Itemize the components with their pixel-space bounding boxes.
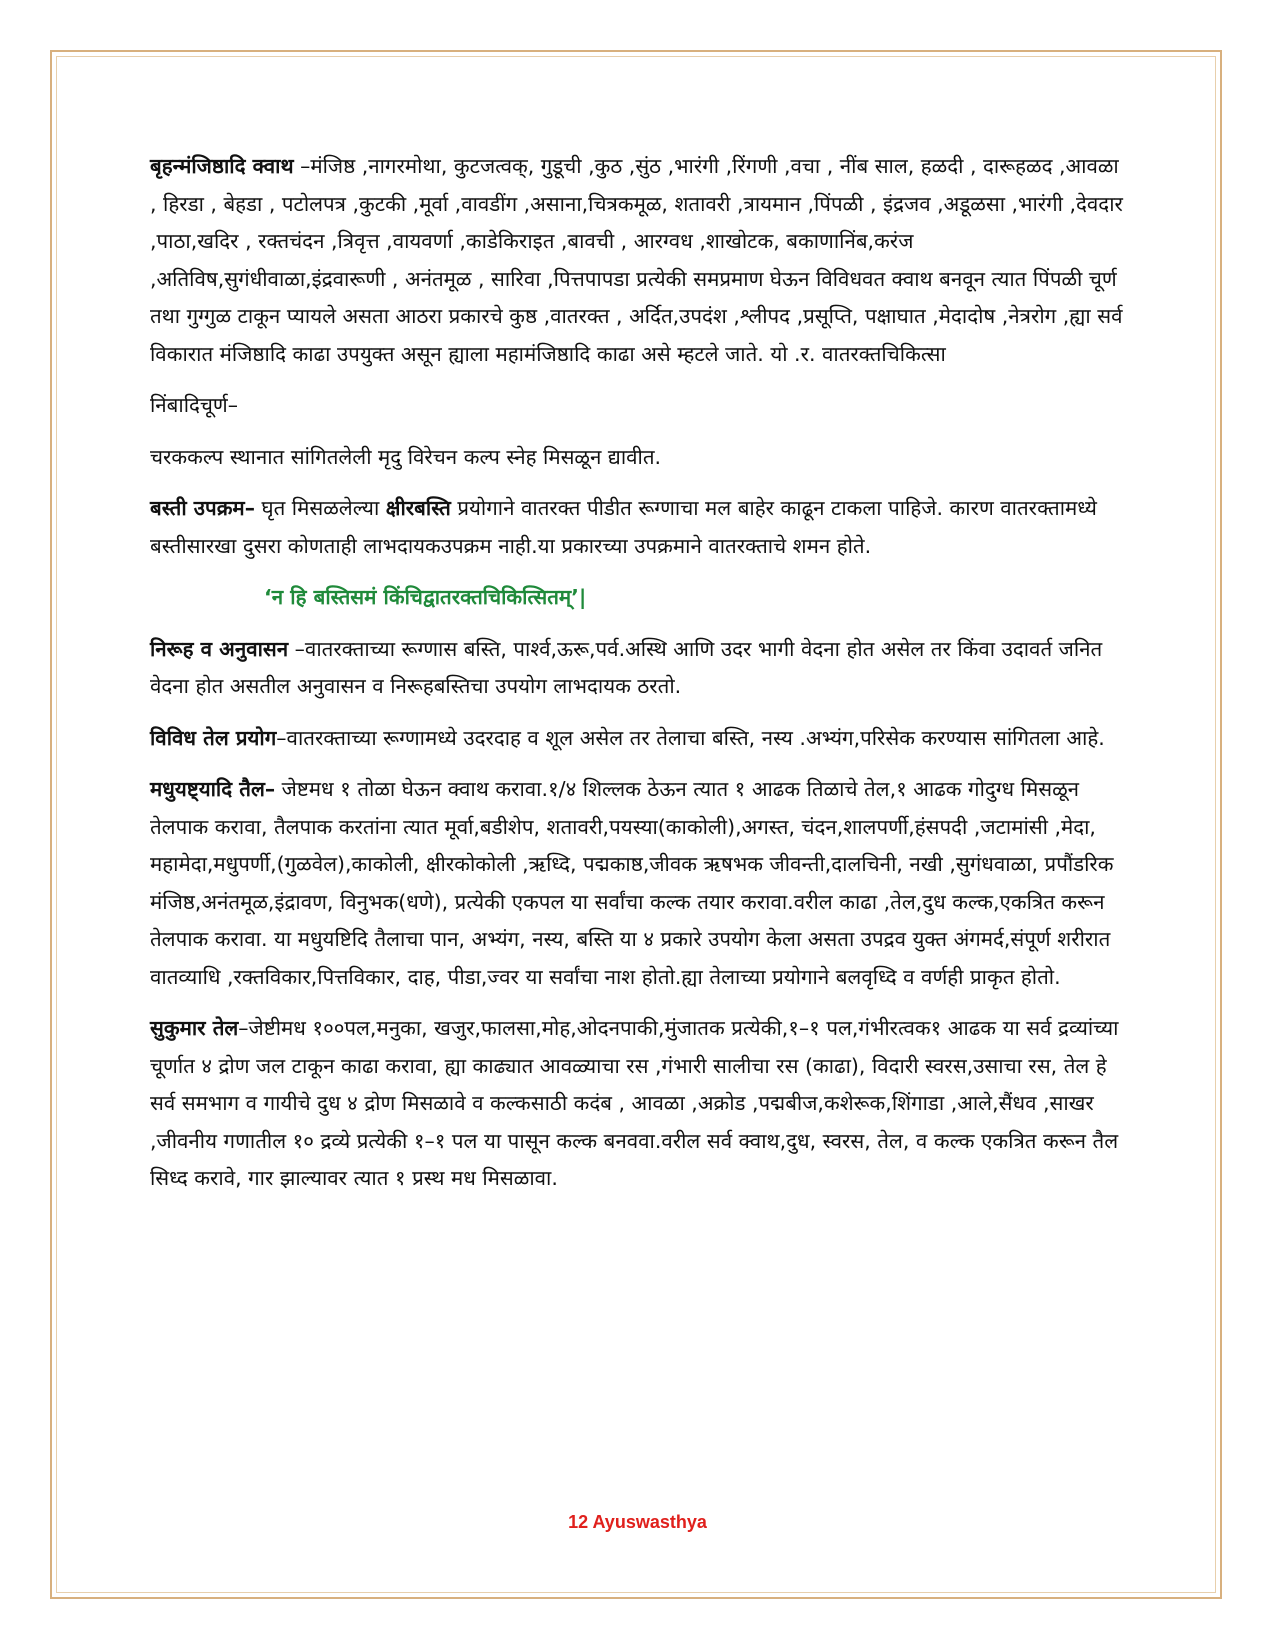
heading-sukumar: सुकुमार तेल — [150, 1016, 239, 1040]
text-nimbadi: निंबादिचूर्ण– — [150, 393, 238, 417]
text-basti-upakram-2: प्रयोगाने वातरक्त पीडीत रूग्णाचा मल बाहेर काढून टाकला पाहिजे. कारण वातरक्तामध्ये बस्तीसारखा दुसरा कोणताही लाभदायकउपक्रम नाही.या प्रकारच्या उपक्रमाने वातरक्ताचे शमन होते. — [150, 496, 1097, 558]
heading-madhuyashtyadi: मधुयष्ट्यादि तैल– — [150, 777, 276, 801]
text-vividh-tel: –वातरक्ताच्या रूग्णामध्ये उदरदाह व शूल असेल तर तेलाचा बस्ति, नस्य .अभ्यंग,परिसेक करण्यास सांगितला आहे. — [276, 725, 1105, 750]
paragraph-madhuyashtyadi — [150, 771, 1128, 996]
heading-niruh-anuvasan: निरूह व अनुवासन — [150, 636, 289, 661]
page-footer: 12 Ayuswasthya — [568, 1512, 707, 1532]
heading-brihanmanjishthadi: बृहन्मंजिष्ठादि क्वाथ — [150, 154, 294, 178]
paragraph-brihanmanjishthadi — [150, 148, 1128, 373]
text-brihanmanjishthadi: –मंजिष्ठ ,नागरमोथा, कुटजत्वक्, गुडूची ,कुठ ,सुंठ ,भारंगी ,रिंगणी ,वचा , नींब साल, हळदी , दारूहळद ,आवळा , हिरडा , बेहडा , पटोलपत्र ,कुटकी ,मूर्वा ,वावडींग ,असाना,चित्रकमूळ, शतावरी ,त्रायमान ,पिंपळी , इंद्रजव ,अडूळसा ,भारंगी ,देवदार ,पाठा,खदिर , रक्तचंदन ,त्रिवृत्त ,वायवर्णा ,काडेकिराइत ,बावची , आरग्वध ,शाखोटक, बकाणानिंब,करंज ,अतिविष,सुगंधीवाळा,इंद्रवारूणी , अनंतमूळ , सारिवा ,पित्तपापडा प्रत्येकी समप्रमाण घेऊन विविधवत क्वाथ बनवून त्यात पिंपळी चूर्ण तथा गुग्गुळ टाकून प्यायले असता आठरा प्रकारचे कुष्ठ ,वातरक्त , अर्दित,उपदंश ,श्लीपद ,प्रसूप्ति, पक्षाघात ,मेदादोष ,नेत्ररोग ,ह्या सर्व विकारात मंजिष्ठादि काढा उपयुक्त असून ह्याला महामंजिष्ठादि काढा असे म्हटले जाते. यो .र. वातरक्तचिकित्सा — [150, 154, 1123, 366]
paragraph-vividh-tel — [150, 720, 1128, 758]
heading-ksheerbasti: क्षीरबस्ति — [385, 496, 451, 520]
paragraph-basti-upakram — [150, 490, 1128, 565]
text-sukumar: –जेष्टीमध १००पल,मनुका, खजुर,फालसा,मोह,ओदनपाकी,मुंजातक प्रत्येकी,१–१ पल,गंभीरत्वक१ आढक या सर्व द्रव्यांच्या चूर्णात ४ द्रोण जल टाकून काढा करावा, ह्या काढ्यात आवळ्याचा रस ,गंभारी सालीचा रस (काढा), विदारी स्वरस,उसाचा रस, तेल हे सर्व समभाग व गायीचे दुध ४ द्रोण मिसळावे व कल्कसाठी कदंब , आवळा ,अक्रोड ,पद्मबीज,कशेरूक,शिंगाडा ,आले,सैंधव ,साखर ,जीवनीय गणातील १० द्रव्ये प्रत्येकी १–१ पल या पासून कल्क बनववा.वरील सर्व क्वाथ,दुध, स्वरस, तेल, व कल्क एकत्रित करून तैल सिध्द करावे, गार झाल्यावर त्यात १ प्रस्थ मध मिसळावा. — [150, 1016, 1119, 1190]
paragraph-charak-kalp — [150, 439, 1128, 477]
paragraph-niruh-anuvasan — [150, 631, 1128, 706]
quote-shloka: ‘न हि बस्तिसमं किंचिद्वातरक्तचिकित्सितम्’| — [264, 585, 587, 609]
paragraph-sukumar — [150, 1010, 1128, 1198]
text-basti-upakram-1: घृत मिसळलेल्या — [254, 496, 386, 520]
text-madhuyashtyadi: जेष्टमध १ तोळा घेऊन क्वाथ करावा.१/४ शिल्लक ठेऊन त्यात १ आढक तिळाचे तेल,१ आढक गोदुग्ध मिसळून तेलपाक करावा, तैलपाक करतांना त्यात मूर्वा,बडीशेप, शतावरी,पयस्या(काकोली),अगस्त, चंदन,शालपर्णी,हंसपदी ,जटामांसी ,मेदा, महामेदा,मधुपर्णी,(गुळवेल),काकोली, क्षीरकोकोली ,ऋध्दि, पद्मकाष्ठ,जीवक ऋषभक जीवन्ती,दालचिनी, नखी ,सुगंधवाळा, प्रपौंडरिक मंजिष्ठ,अनंतमूळ,इंद्रावण, विनुभक(धणे), प्रत्येकी एकपल या सर्वांचा कल्क तयार करावा.वरील काढा ,तेल,दुध कल्क,एकत्रित करून तेलपाक करावा. या मधुयष्टिदि तैलाचा पान, अभ्यंग, नस्य, बस्ति या ४ प्रकारे उपयोग केला असता उपद्रव युक्त अंगमर्द,संपूर्ण शरीरात वातव्याधि ,रक्तविकार,पित्तविकार, दाह, पीडा,ज्वर या सर्वांचा नाश होतो.ह्या तेलाच्या प्रयोगाने बलवृध्दि व वर्णही प्राकृत होतो. — [150, 777, 1114, 989]
document-body — [150, 148, 1128, 1212]
heading-vividh-tel: विविध तेल प्रयोग — [150, 725, 277, 750]
text-niruh-anuvasan: –वातरक्ताच्या रूग्णास बस्ति, पार्श्व,ऊरू,पर्व.अस्थि आणि उदर भागी वेदना होत असेल तर किंवा उदावर्त जनित वेदना होत असतील अनुवासन व निरूहबस्तिचा उपयोग लाभदायक ठरतो. — [150, 636, 1103, 698]
paragraph-nimbadi — [150, 387, 1128, 425]
heading-basti-upakram: बस्ती उपक्रम– — [150, 496, 255, 520]
text-charak-kalp: चरककल्प स्थानात सांगितलेली मृदु विरेचन कल्प स्नेह मिसळून द्यावीत. — [150, 444, 662, 469]
